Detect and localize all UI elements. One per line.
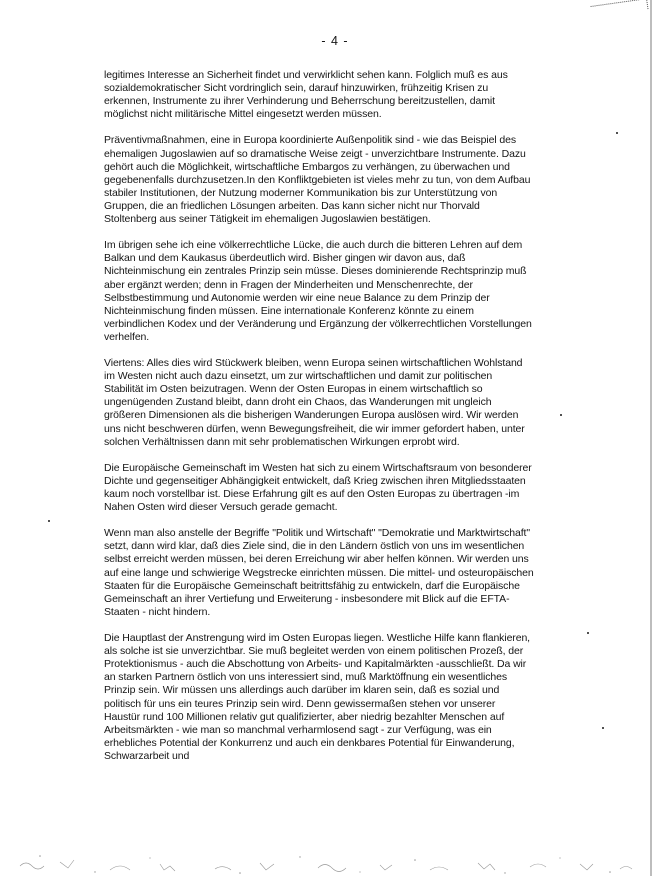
document-body	[104, 69, 534, 776]
scan-speck	[48, 520, 50, 522]
scan-noise-graphic	[0, 836, 652, 876]
paragraph-7: Die Hauptlast der Anstrengung wird im Osten Europas liegen. Westliche Hilfe kann flankieren, als solche ist sie unverzichtbar. Sie muß begleitet werden von einem politischen Prozeß, der Protektionismus - auch die Abschottung von Arbeits- und Kapitalmärkten -ausschließt. Da wir an starken Partnern östlich von uns interessiert sind, muß Marktöffnung ein wesentliches Prinzip sein. Wir müssen uns allerdings auch darüber im klaren sein, daß es sozial und politisch für uns ein teures Prinzip sein wird. Denn gewissermaßen stehen vor unserer Haustür rund 100 Millionen relativ gut qualifizierter, aber niedrig bezahlter Menschen auf Arbeitsmärkten - wie man so manchmal verharmlosend sagt - zur Verfügung, was ein erhebliches Potential der Konkurrenz und auch ein denkbares Potential für Einwanderung, Schwarzarbeit und	[104, 632, 530, 762]
scan-speck	[616, 132, 618, 134]
scan-noise	[0, 836, 652, 876]
page-number: - 4 -	[321, 34, 349, 48]
paragraph-2: Präventivmaßnahmen, eine in Europa koordinierte Außenpolitik sind - wie das Beispiel des ehemaligen Jugoslawien auf so dramatische Weise zeigt - unverzichtbare Instrumente. Dazu gehört auch die Möglichkeit, wirtschaftliche Embargos zu verhängen, zu überwachen und gegebenenfalls durchzusetzen.In den Konfliktgebieten ist vieles mehr zu tun, von dem Aufbau stabiler Institutionen, der Nutzung moderner Kommunikation bis zur Unterstützung von Gruppen, die an friedlichen Lösungen arbeiten. Das kann sicher nicht nur Thorvald Stoltenberg aus seiner Tätigkeit im ehemaligen Jugoslawien bestätigen.	[104, 134, 531, 226]
paragraph-4: Viertens: Alles dies wird Stückwerk bleiben, wenn Europa seinen wirtschaftlichen Wohlstand im Westen nicht auch dazu einsetzt, um zur wirtschaftlichen und damit zur politischen Stabilität im Osten beizutragen. Wenn der Osten Europas in einem wirtschaftlich so ungenügenden Zustand bleibt, dann droht ein Chaos, das Wanderungen mit ungleich größeren Dimensionen als die bisherigen Wanderungen Europa auslösen wird. Wir werden uns nicht beschweren dürfen, wenn Bewegungsfreiheit, die wir immer gefordert haben, unter solchen Verhältnissen dann mit sehr problematischen Wirkungen erprobt wird.	[104, 357, 525, 448]
paragraph-5: Die Europäische Gemeinschaft im Westen hat sich zu einem Wirtschaftsraum von besonderer Dichte und gegenseitiger Abhängigkeit entwickelt, daß Krieg zwischen ihren Mitgliedsstaaten kaum noch vorstellbar ist. Diese Erfahrung gilt es auf den Osten Europas zu übertragen -im Nahen Osten wird dieser Versuch gerade gemacht.	[104, 461, 532, 514]
paragraph-1: legitimes Interesse an Sicherheit findet und verwirklicht sehen kann. Folglich muß es aus sozialdemokratischer Sicht vordringlich sein, darauf hinzuwirken, frühzeitig Krisen zu erkennen, Instrumente zu ihrer Verhinderung und Beherrschung bereitzustellen, damit möglichst nicht militärische Mittel eingesetzt werden müssen.	[104, 69, 508, 121]
paragraph-6: Wenn man also anstelle der Begriffe "Politik und Wirtschaft" "Demokratie und Marktwirtschaft" setzt, dann wird klar, daß dies Ziele sind, die in den Ländern östlich von uns im wesentlichen selbst erreicht werden müssen, bei deren Erreichung wir aber helfen können. Wir werden uns auf eine lange und schwierige Wegstrecke einrichten müssen. Die mittel- und osteuropäischen Staaten für die Europäische Gemeinschaft beitrittsfähig zu entwickeln, darf die Europäische Gemeinschaft an ihrer Vertiefung und Erweiterung - insbesondere mit Blick auf die EFTA-Staaten - nicht hindern.	[104, 527, 534, 618]
scan-speck	[587, 632, 589, 634]
paragraph-3: Im übrigen sehe ich eine völkerrechtliche Lücke, die auch durch die bitteren Lehren auf dem Balkan und dem Kaukasus überdeutlich wird. Bisher gingen wir davon aus, daß Nichteinmischung ein zentrales Prinzip sein müsse. Dieses dominierende Rechtsprinzip muß aber ergänzt werden; denn in Fragen der Minderheiten und Menschenrechte, der Selbstbestimmung und Autonomie werden wir eine neue Balance zu dem Prinzip der Nichteinmischung finden müssen. Eine internationale Konferenz könnte zu einem verbindlichen Kodex und der Veränderung und Ergänzung der völkerrechtlichen Vorstellungen verhelfen.	[104, 239, 532, 343]
scan-mark	[591, 0, 649, 17]
scan-speck	[560, 414, 562, 416]
scan-speck	[602, 727, 604, 729]
